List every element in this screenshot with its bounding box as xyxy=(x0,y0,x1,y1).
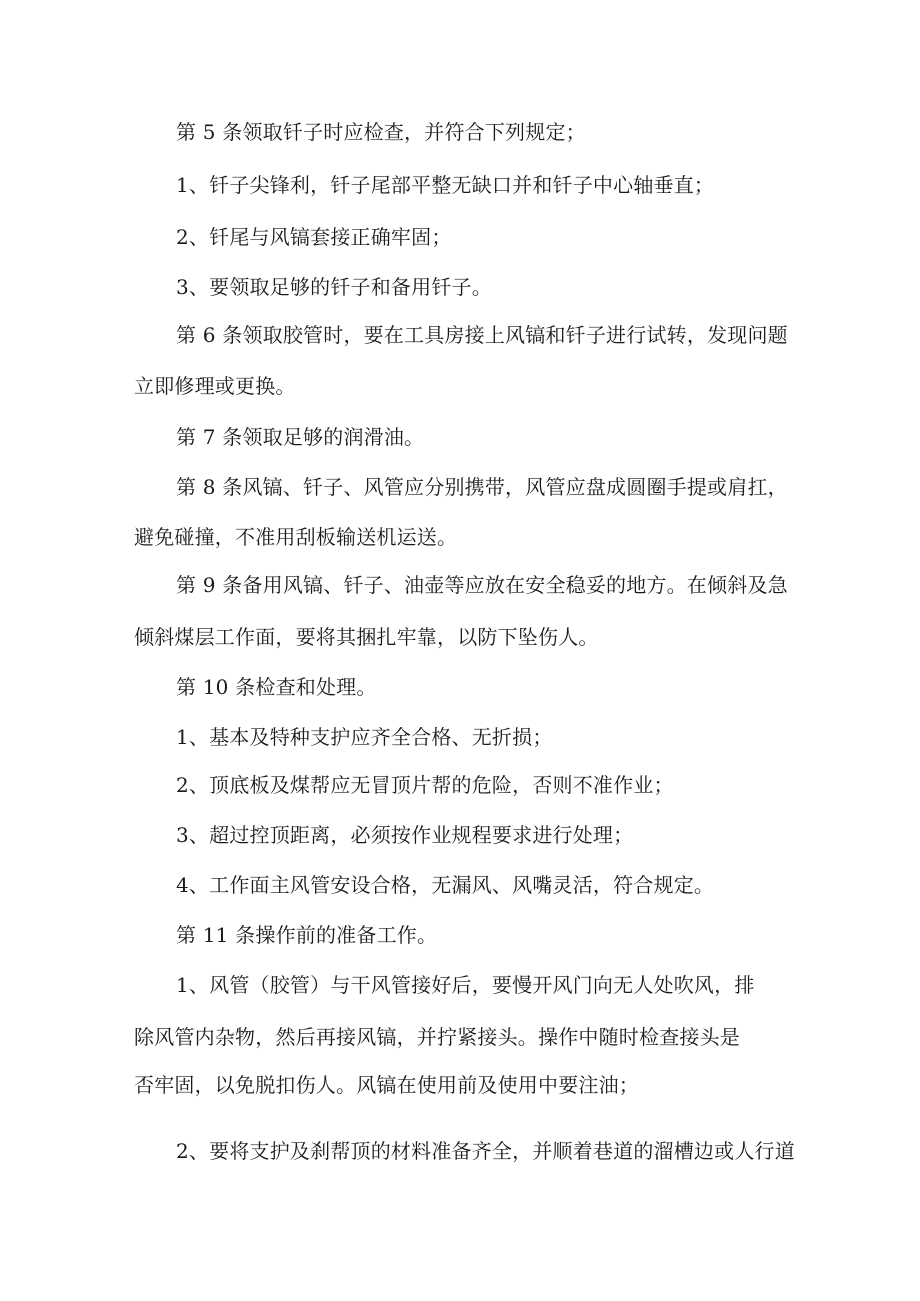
text-line-article-8: 第 8 条风镐、钎子、风管应分别携带，风管应盘成圆圈手提或肩扛， xyxy=(176,475,788,499)
text-line-article-10: 第 10 条检查和处理。 xyxy=(176,675,377,699)
text-line-article-8-cont: 避免碰撞，不准用刮板输送机运送。 xyxy=(134,525,458,549)
text-line-article-9-cont: 倾斜煤层工作面，要将其捆扎牢靠，以防下坠伤人。 xyxy=(134,625,599,649)
text-line-prep-1-cont-b: 否牢固，以免脱扣伤人。风镐在使用前及使用中要注油； xyxy=(134,1073,639,1097)
text-line-article-6-cont: 立即修理或更换。 xyxy=(134,374,296,398)
text-line-item-3: 3、要领取足够的钎子和备用钎子。 xyxy=(176,275,492,299)
text-line-article-5: 第 5 条领取钎子时应检查，并符合下列规定； xyxy=(176,120,586,144)
text-line-check-1: 1、基本及特种支护应齐全合格、无折损； xyxy=(176,725,553,749)
text-line-item-1: 1、钎子尖锋利，钎子尾部平整无缺口并和钎子中心轴垂直； xyxy=(176,173,715,197)
text-line-check-4: 4、工作面主风管安设合格，无漏风、风嘴灵活，符合规定。 xyxy=(176,873,715,897)
text-line-prep-1: 1、风管（胶管）与干风管接好后，要慢开风门向无人处吹风，排 xyxy=(176,973,755,997)
text-line-prep-1-cont-a: 除风管内杂物，然后再接风镐，并拧紧接头。操作中随时检查接头是 xyxy=(134,1025,740,1049)
text-line-article-6: 第 6 条领取胶管时，要在工具房接上风镐和钎子进行试转，发现问题 xyxy=(176,323,788,347)
text-line-article-11: 第 11 条操作前的准备工作。 xyxy=(176,923,438,947)
text-line-check-2: 2、顶底板及煤帮应无冒顶片帮的危险，否则不准作业； xyxy=(176,773,674,797)
text-line-article-7: 第 7 条领取足够的润滑油。 xyxy=(176,425,425,449)
text-line-item-2: 2、钎尾与风镐套接正确牢固； xyxy=(176,225,452,249)
text-line-prep-2: 2、要将支护及刹帮顶的材料准备齐全，并顺着巷道的溜槽边或人行道 xyxy=(176,1139,795,1163)
text-line-check-3: 3、超过控顶距离，必须按作业规程要求进行处理； xyxy=(176,823,634,847)
text-line-article-9: 第 9 条备用风镐、钎子、油壶等应放在安全稳妥的地方。在倾斜及急 xyxy=(176,573,788,597)
